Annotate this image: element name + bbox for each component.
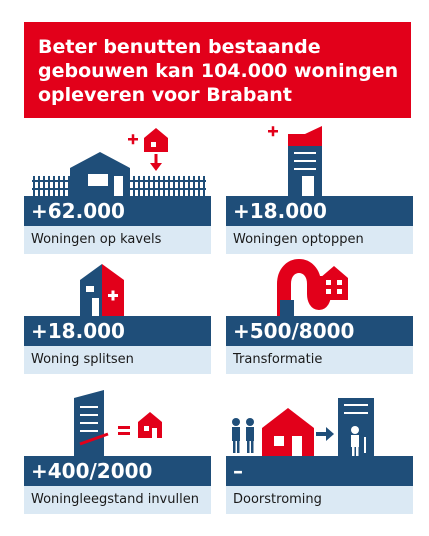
value-band [226, 196, 413, 226]
house-on-plot-icon [24, 122, 211, 196]
panel-leegstand [24, 382, 211, 514]
label-band [226, 346, 413, 374]
label-text: Doorstroming [233, 492, 322, 507]
panel-transformatie [226, 242, 413, 374]
title-line-3: opleveren voor Brabant [38, 84, 292, 106]
split-house-icon [24, 242, 211, 316]
label-band [24, 346, 211, 374]
label-band [24, 486, 211, 514]
value-text: +18.000 [233, 199, 327, 223]
panel-optoppen [226, 122, 413, 254]
label-text: Woningen optoppen [233, 232, 364, 247]
panel-doorstroming [226, 382, 413, 514]
elderly-moving-icon [226, 382, 413, 456]
transformation-icon [226, 242, 413, 316]
value-text: +62.000 [31, 199, 125, 223]
label-text: Woning splitsen [31, 352, 134, 367]
panel-kavels [24, 122, 211, 254]
label-text: Woningen op kavels [31, 232, 162, 247]
value-band [24, 316, 211, 346]
vacant-building-icon [24, 382, 211, 456]
value-band [226, 456, 413, 486]
value-band [24, 196, 211, 226]
value-text: +500/8000 [233, 319, 355, 343]
title-line-2: gebouwen kan 104.000 woningen [38, 60, 399, 82]
label-text: Transformatie [233, 352, 323, 367]
label-band [226, 486, 413, 514]
value-text: +400/2000 [31, 459, 153, 483]
label-text: Woningleegstand invullen [31, 492, 199, 507]
title-line-1: Beter benutten bestaande [38, 36, 321, 58]
value-text: +18.000 [31, 319, 125, 343]
building-topping-icon [226, 122, 413, 196]
value-text: – [233, 459, 243, 483]
title-banner [24, 22, 411, 118]
value-band [24, 456, 211, 486]
panel-splitsen [24, 242, 211, 374]
value-band [226, 316, 413, 346]
